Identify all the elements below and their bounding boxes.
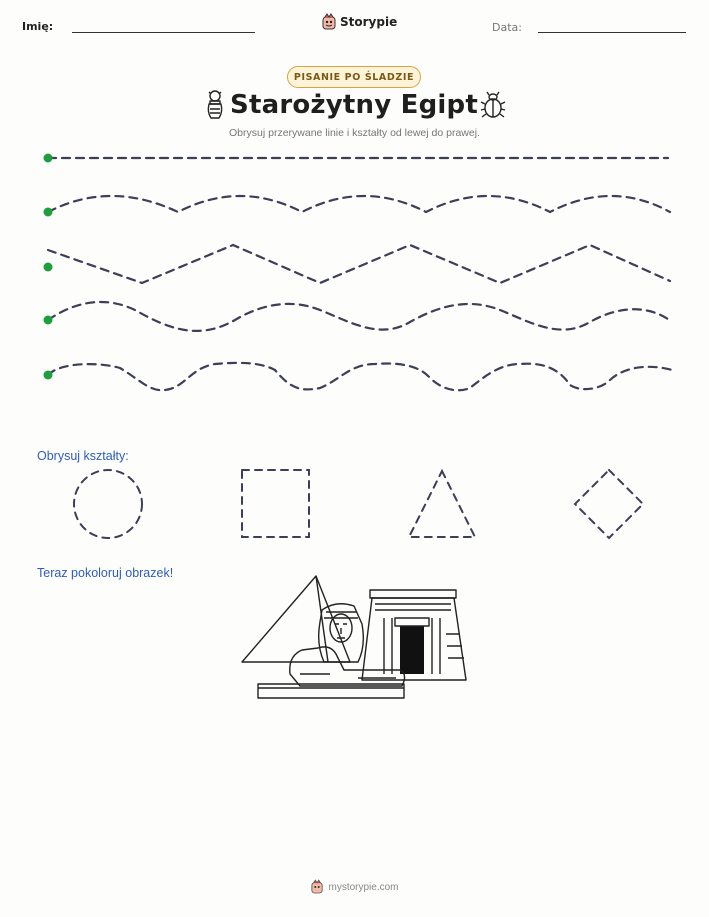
shapes-section-label: Obrysuj kształty:	[37, 449, 129, 463]
brand-name: Storypie	[340, 15, 398, 29]
footer	[280, 880, 430, 894]
coloring-section-label: Teraz pokoloruj obrazek!	[37, 566, 174, 580]
start-dot	[44, 263, 53, 272]
storypie-mascot-icon	[311, 880, 323, 894]
tracing-line-straight[interactable]	[44, 154, 669, 163]
tracing-line-arc-wave[interactable]	[44, 196, 671, 217]
footer-url[interactable]: mystorypie.com	[328, 881, 399, 893]
date-label: Data:	[492, 21, 522, 34]
start-dot	[44, 208, 53, 217]
shape-diamond[interactable]	[575, 470, 643, 538]
shape-circle[interactable]	[74, 470, 142, 538]
tracing-lines-area	[0, 0, 709, 420]
tracing-line-bump-wave[interactable]	[44, 363, 673, 390]
page-title: Starożytny Egipt	[230, 90, 478, 120]
shape-square[interactable]	[242, 470, 309, 537]
instructions-subtitle: Obrysuj przerywane linie i kształty od lewej do prawej.	[229, 127, 480, 139]
tracing-line-sine-wave[interactable]	[44, 302, 673, 331]
shape-triangle[interactable]	[409, 471, 475, 537]
activity-badge: PISANIE PO ŚLADZIE	[287, 66, 421, 88]
tracing-line-zigzag[interactable]	[44, 245, 671, 283]
egypt-coloring-picture[interactable]	[240, 574, 470, 704]
start-dot	[44, 371, 53, 380]
name-label: Imię:	[22, 20, 54, 33]
start-dot	[44, 154, 53, 163]
start-dot	[44, 316, 53, 325]
tracing-shapes	[0, 460, 709, 550]
